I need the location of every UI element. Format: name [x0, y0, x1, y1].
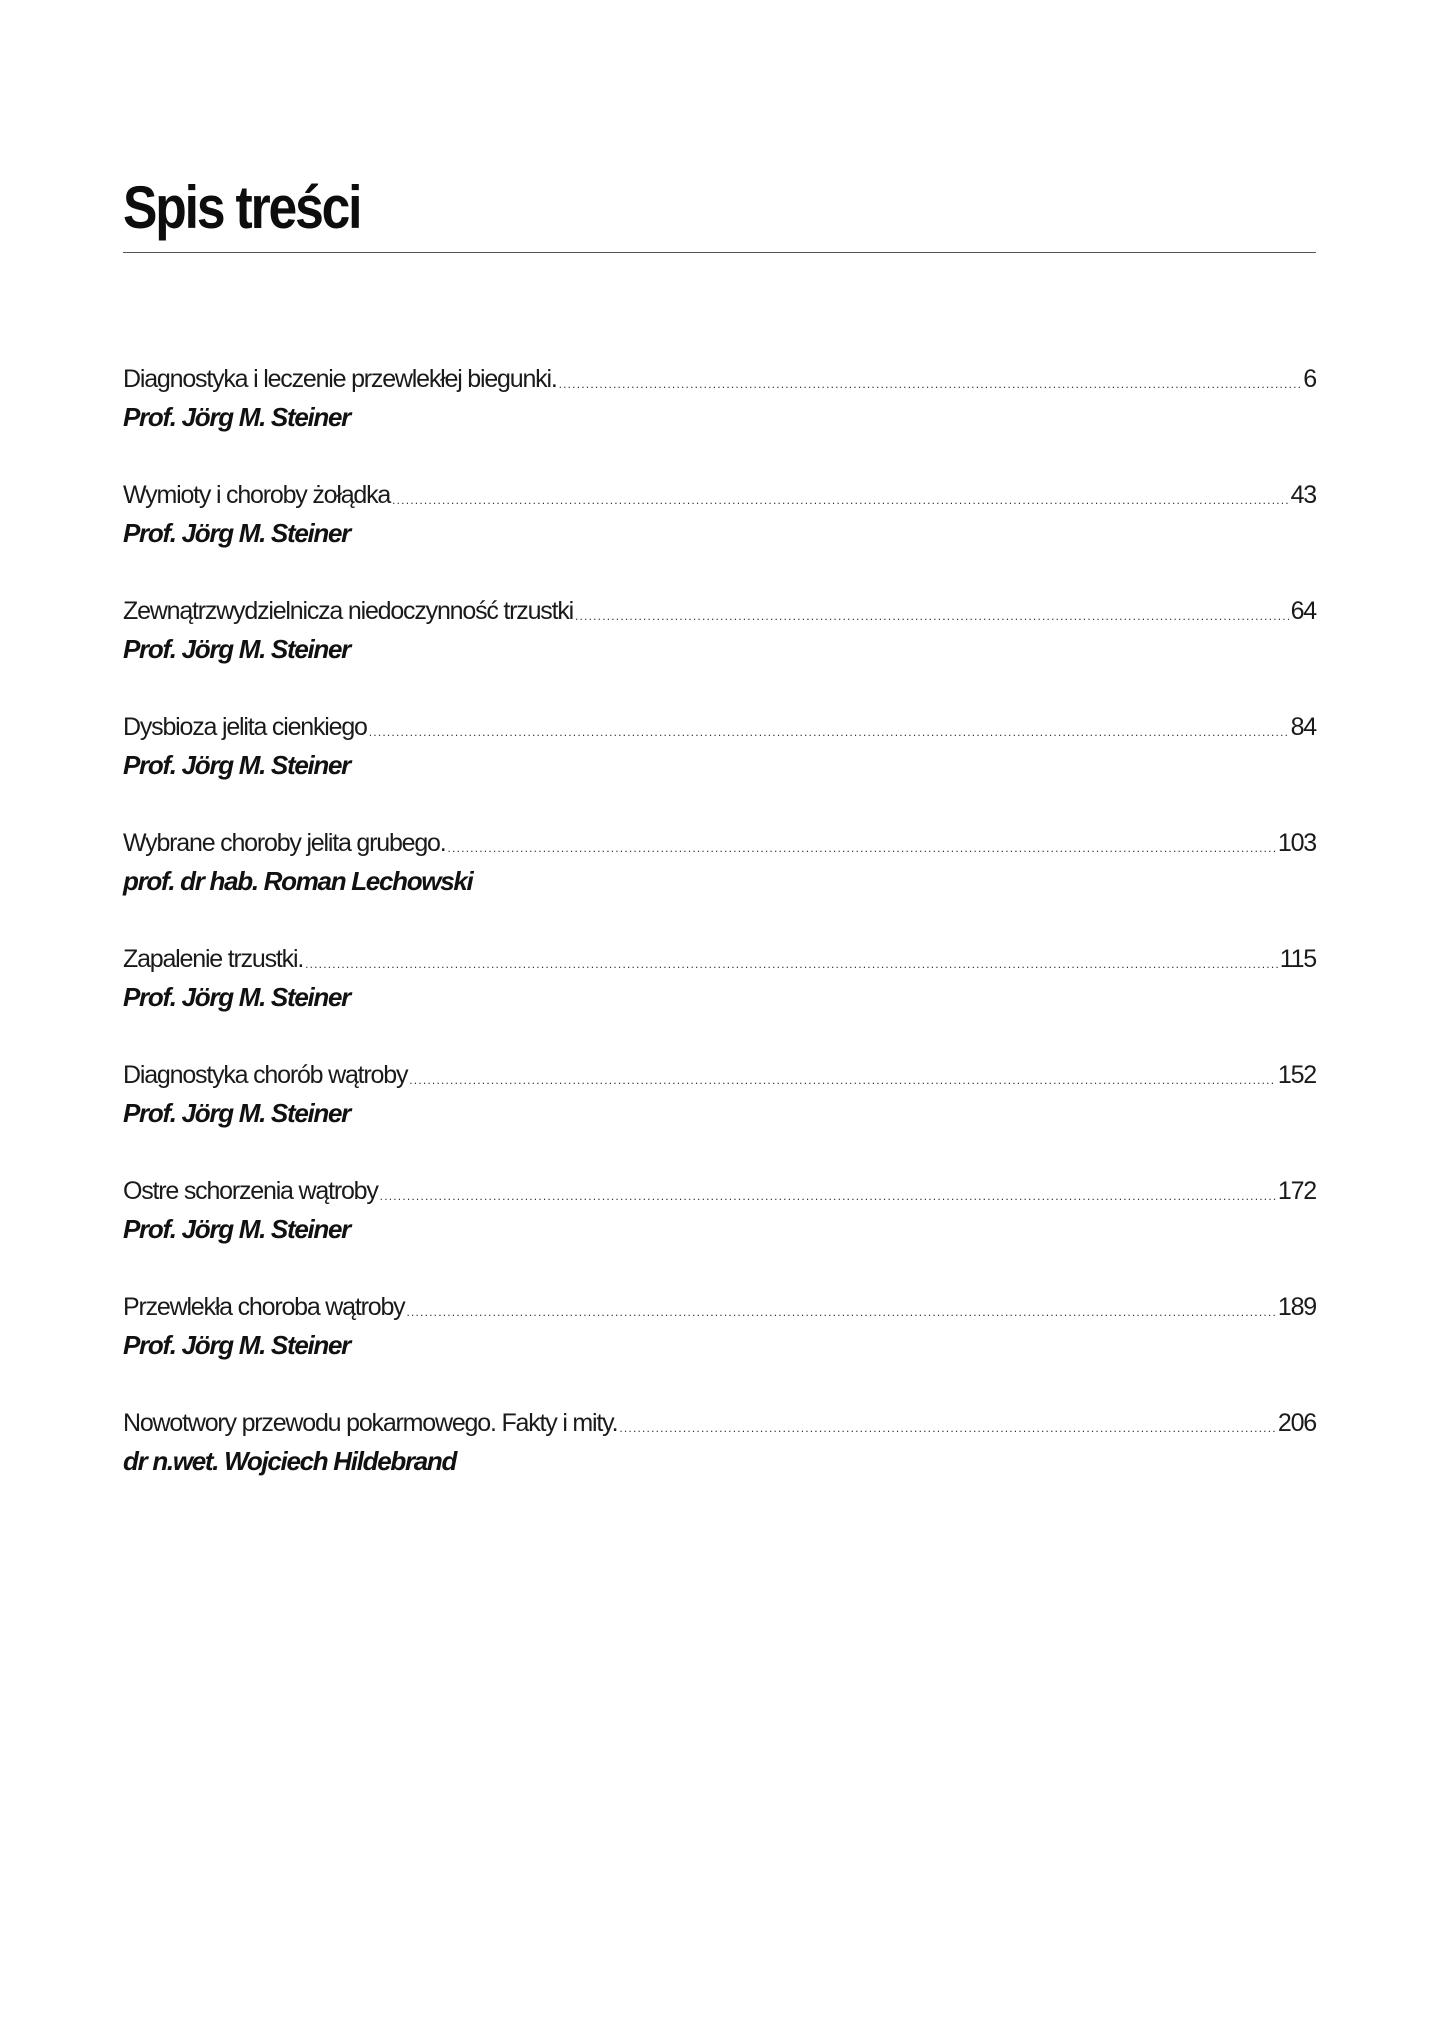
toc-entry-line[interactable] [123, 708, 1316, 746]
page-title: Spis treści [123, 174, 361, 241]
toc-entry [123, 592, 1316, 708]
toc-entry-page-number: 103 [1277, 829, 1316, 857]
toc-entry [123, 708, 1316, 824]
toc-entry-author: Prof. Jörg M. Steiner [123, 634, 350, 664]
toc-entry [123, 476, 1316, 592]
toc-entry-line[interactable] [123, 1404, 1316, 1442]
toc-entry-page-number: 206 [1277, 1409, 1316, 1437]
toc-entry-line[interactable] [123, 1288, 1316, 1326]
toc-entry [123, 1172, 1316, 1288]
toc-entry-title: Diagnostyka i leczenie przewlekłej biegunki. [123, 365, 557, 393]
toc-entry-title: Diagnostyka chorób wątroby [123, 1061, 408, 1089]
toc-entry-author: Prof. Jörg M. Steiner [123, 982, 350, 1012]
toc-entry-line[interactable] [123, 1172, 1316, 1210]
toc-entry [123, 360, 1316, 476]
toc-entry-author: Prof. Jörg M. Steiner [123, 402, 350, 432]
toc-entry-page-number: 64 [1290, 597, 1316, 625]
dot-leader [575, 601, 1289, 631]
toc-entry-author: Prof. Jörg M. Steiner [123, 1098, 350, 1128]
table-of-contents [123, 360, 1316, 1520]
toc-entry-author: Prof. Jörg M. Steiner [123, 1214, 350, 1244]
toc-entry-line[interactable] [123, 592, 1316, 630]
toc-entry-line[interactable] [123, 360, 1316, 398]
toc-entry-title: Wybrane choroby jelita grubego. [123, 829, 446, 857]
toc-entry-author: Prof. Jörg M. Steiner [123, 1330, 350, 1360]
toc-entry-title: Nowotwory przewodu pokarmowego. Fakty i mity. [123, 1409, 618, 1437]
toc-entry-author: Prof. Jörg M. Steiner [123, 750, 350, 780]
dot-leader [392, 485, 1288, 515]
dot-leader [559, 369, 1302, 399]
dot-leader [369, 717, 1289, 747]
toc-entry [123, 1056, 1316, 1172]
toc-entry-page-number: 172 [1277, 1177, 1316, 1205]
toc-entry-line[interactable] [123, 940, 1316, 978]
toc-entry-title: Wymioty i choroby żołądka [123, 481, 391, 509]
toc-entry-title: Dysbioza jelita cienkiego [123, 713, 367, 741]
dot-leader [448, 833, 1276, 863]
toc-entry-page-number: 115 [1279, 945, 1316, 973]
toc-entry-author: Prof. Jörg M. Steiner [123, 518, 350, 548]
toc-entry-title: Zapalenie trzustki. [123, 945, 304, 973]
toc-entry [123, 1404, 1316, 1520]
toc-entry-page-number: 84 [1290, 713, 1316, 741]
toc-entry [123, 1288, 1316, 1404]
dot-leader [305, 949, 1278, 979]
toc-entry-title: Przewlekła choroba wątroby [123, 1293, 405, 1321]
toc-entry-author: dr n.wet. Wojciech Hildebrand [123, 1446, 457, 1476]
toc-entry-line[interactable] [123, 824, 1316, 862]
dot-leader [619, 1413, 1276, 1443]
dot-leader [409, 1065, 1276, 1095]
toc-entry-title: Ostre schorzenia wątroby [123, 1177, 378, 1205]
dot-leader [380, 1181, 1276, 1211]
toc-entry-page-number: 189 [1277, 1293, 1316, 1321]
toc-entry-title: Zewnątrzwydzielnicza niedoczynność trzustki [123, 597, 573, 625]
toc-entry-line[interactable] [123, 1056, 1316, 1094]
document-page [123, 0, 1316, 2024]
toc-entry [123, 940, 1316, 1056]
toc-entry-line[interactable] [123, 476, 1316, 514]
toc-entry [123, 824, 1316, 940]
toc-entry-page-number: 6 [1303, 365, 1316, 393]
toc-entry-page-number: 43 [1290, 481, 1316, 509]
toc-entry-author: prof. dr hab. Roman Lechowski [123, 866, 473, 896]
title-divider [123, 252, 1316, 253]
toc-entry-page-number: 152 [1277, 1061, 1316, 1089]
dot-leader [406, 1297, 1275, 1327]
